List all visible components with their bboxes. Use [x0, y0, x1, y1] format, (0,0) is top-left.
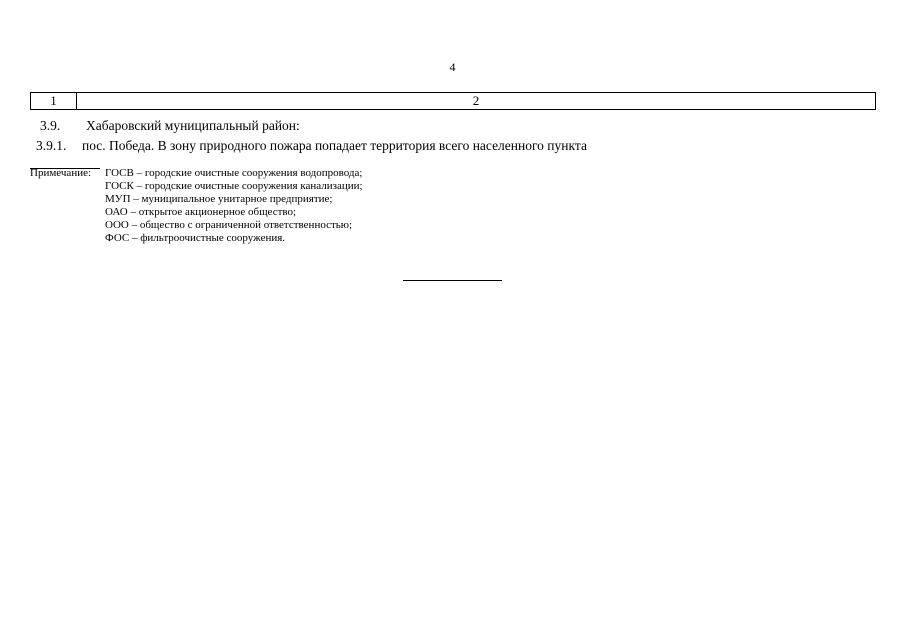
- note-line: МУП – муниципальное унитарное предприятие;: [105, 193, 333, 205]
- section-title: Хабаровский муниципальный район:: [86, 118, 300, 133]
- table-header-row: [31, 93, 876, 110]
- item-number: 3.9.1.: [36, 138, 67, 153]
- note-label: Примечание:: [30, 167, 92, 179]
- column-number-table: [30, 92, 876, 110]
- note-abbreviations: [105, 167, 363, 245]
- end-of-document-rule: [403, 280, 502, 281]
- note-line: ООО – общество с ограниченной ответственностью;: [105, 219, 353, 231]
- item-text: пос. Победа. В зону природного пожара попадает территория всего населенного пункта: [82, 138, 587, 153]
- column-2-number: 2: [77, 93, 876, 110]
- column-1-number: 1: [31, 93, 77, 110]
- note-line: ГОСВ – городские очистные сооружения водопровода;: [105, 167, 363, 179]
- section-number: 3.9.: [40, 118, 61, 133]
- note-line: ГОСК – городские очистные сооружения канализации;: [105, 180, 363, 192]
- page-number: 4: [449, 60, 456, 74]
- note-line: ФОС – фильтроочистные сооружения.: [105, 232, 286, 244]
- note-line: ОАО – открытое акционерное общество;: [105, 206, 297, 218]
